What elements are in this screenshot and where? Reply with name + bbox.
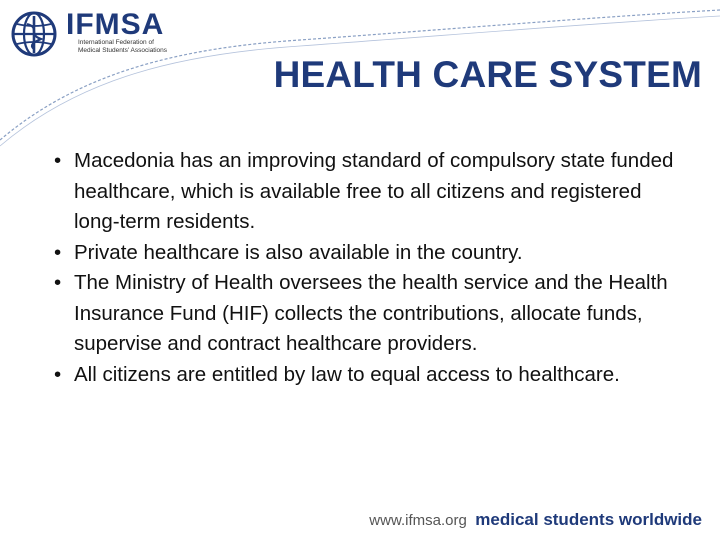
bullet-list (54, 146, 674, 390)
bullet-text: All citizens are entitled by law to equal access to healthcare. (74, 362, 620, 386)
bullet-dot: • (54, 149, 62, 172)
logo-subtitle-line: International Federation of (78, 39, 154, 46)
footer-tagline: medical students worldwide (475, 510, 702, 529)
ifmsa-logo (10, 10, 210, 60)
bullet-dot: • (54, 271, 62, 294)
bullet-text: Macedonia has an improving standard of compulsory state funded healthcare, which is available free to all citizens and registered long-term residents. (74, 149, 674, 233)
footer-url[interactable]: www.ifmsa.org (369, 512, 467, 529)
globe-caduceus-logo-icon (10, 10, 58, 58)
bullet-item (54, 238, 674, 269)
logo-subtitle (78, 39, 188, 54)
bullet-dot: • (54, 362, 62, 386)
logo-wordmark: IFMSA (66, 8, 165, 41)
bullet-item (54, 360, 674, 391)
bullet-text: Private healthcare is also available in the country. (74, 240, 523, 264)
bullet-item (54, 268, 674, 360)
logo-subtitle-line: Medical Students' Associations (78, 46, 168, 54)
bullet-dot: • (54, 240, 62, 264)
bullet-text: The Ministry of Health oversees the health service and the Health Insurance Fund (HIF) collects the contributions, allocate funds, supervise and contract healthcare providers. (74, 271, 668, 355)
bullet-item (54, 146, 674, 238)
slide-title: HEALTH CARE SYSTEM (273, 54, 702, 95)
footer (369, 510, 702, 530)
